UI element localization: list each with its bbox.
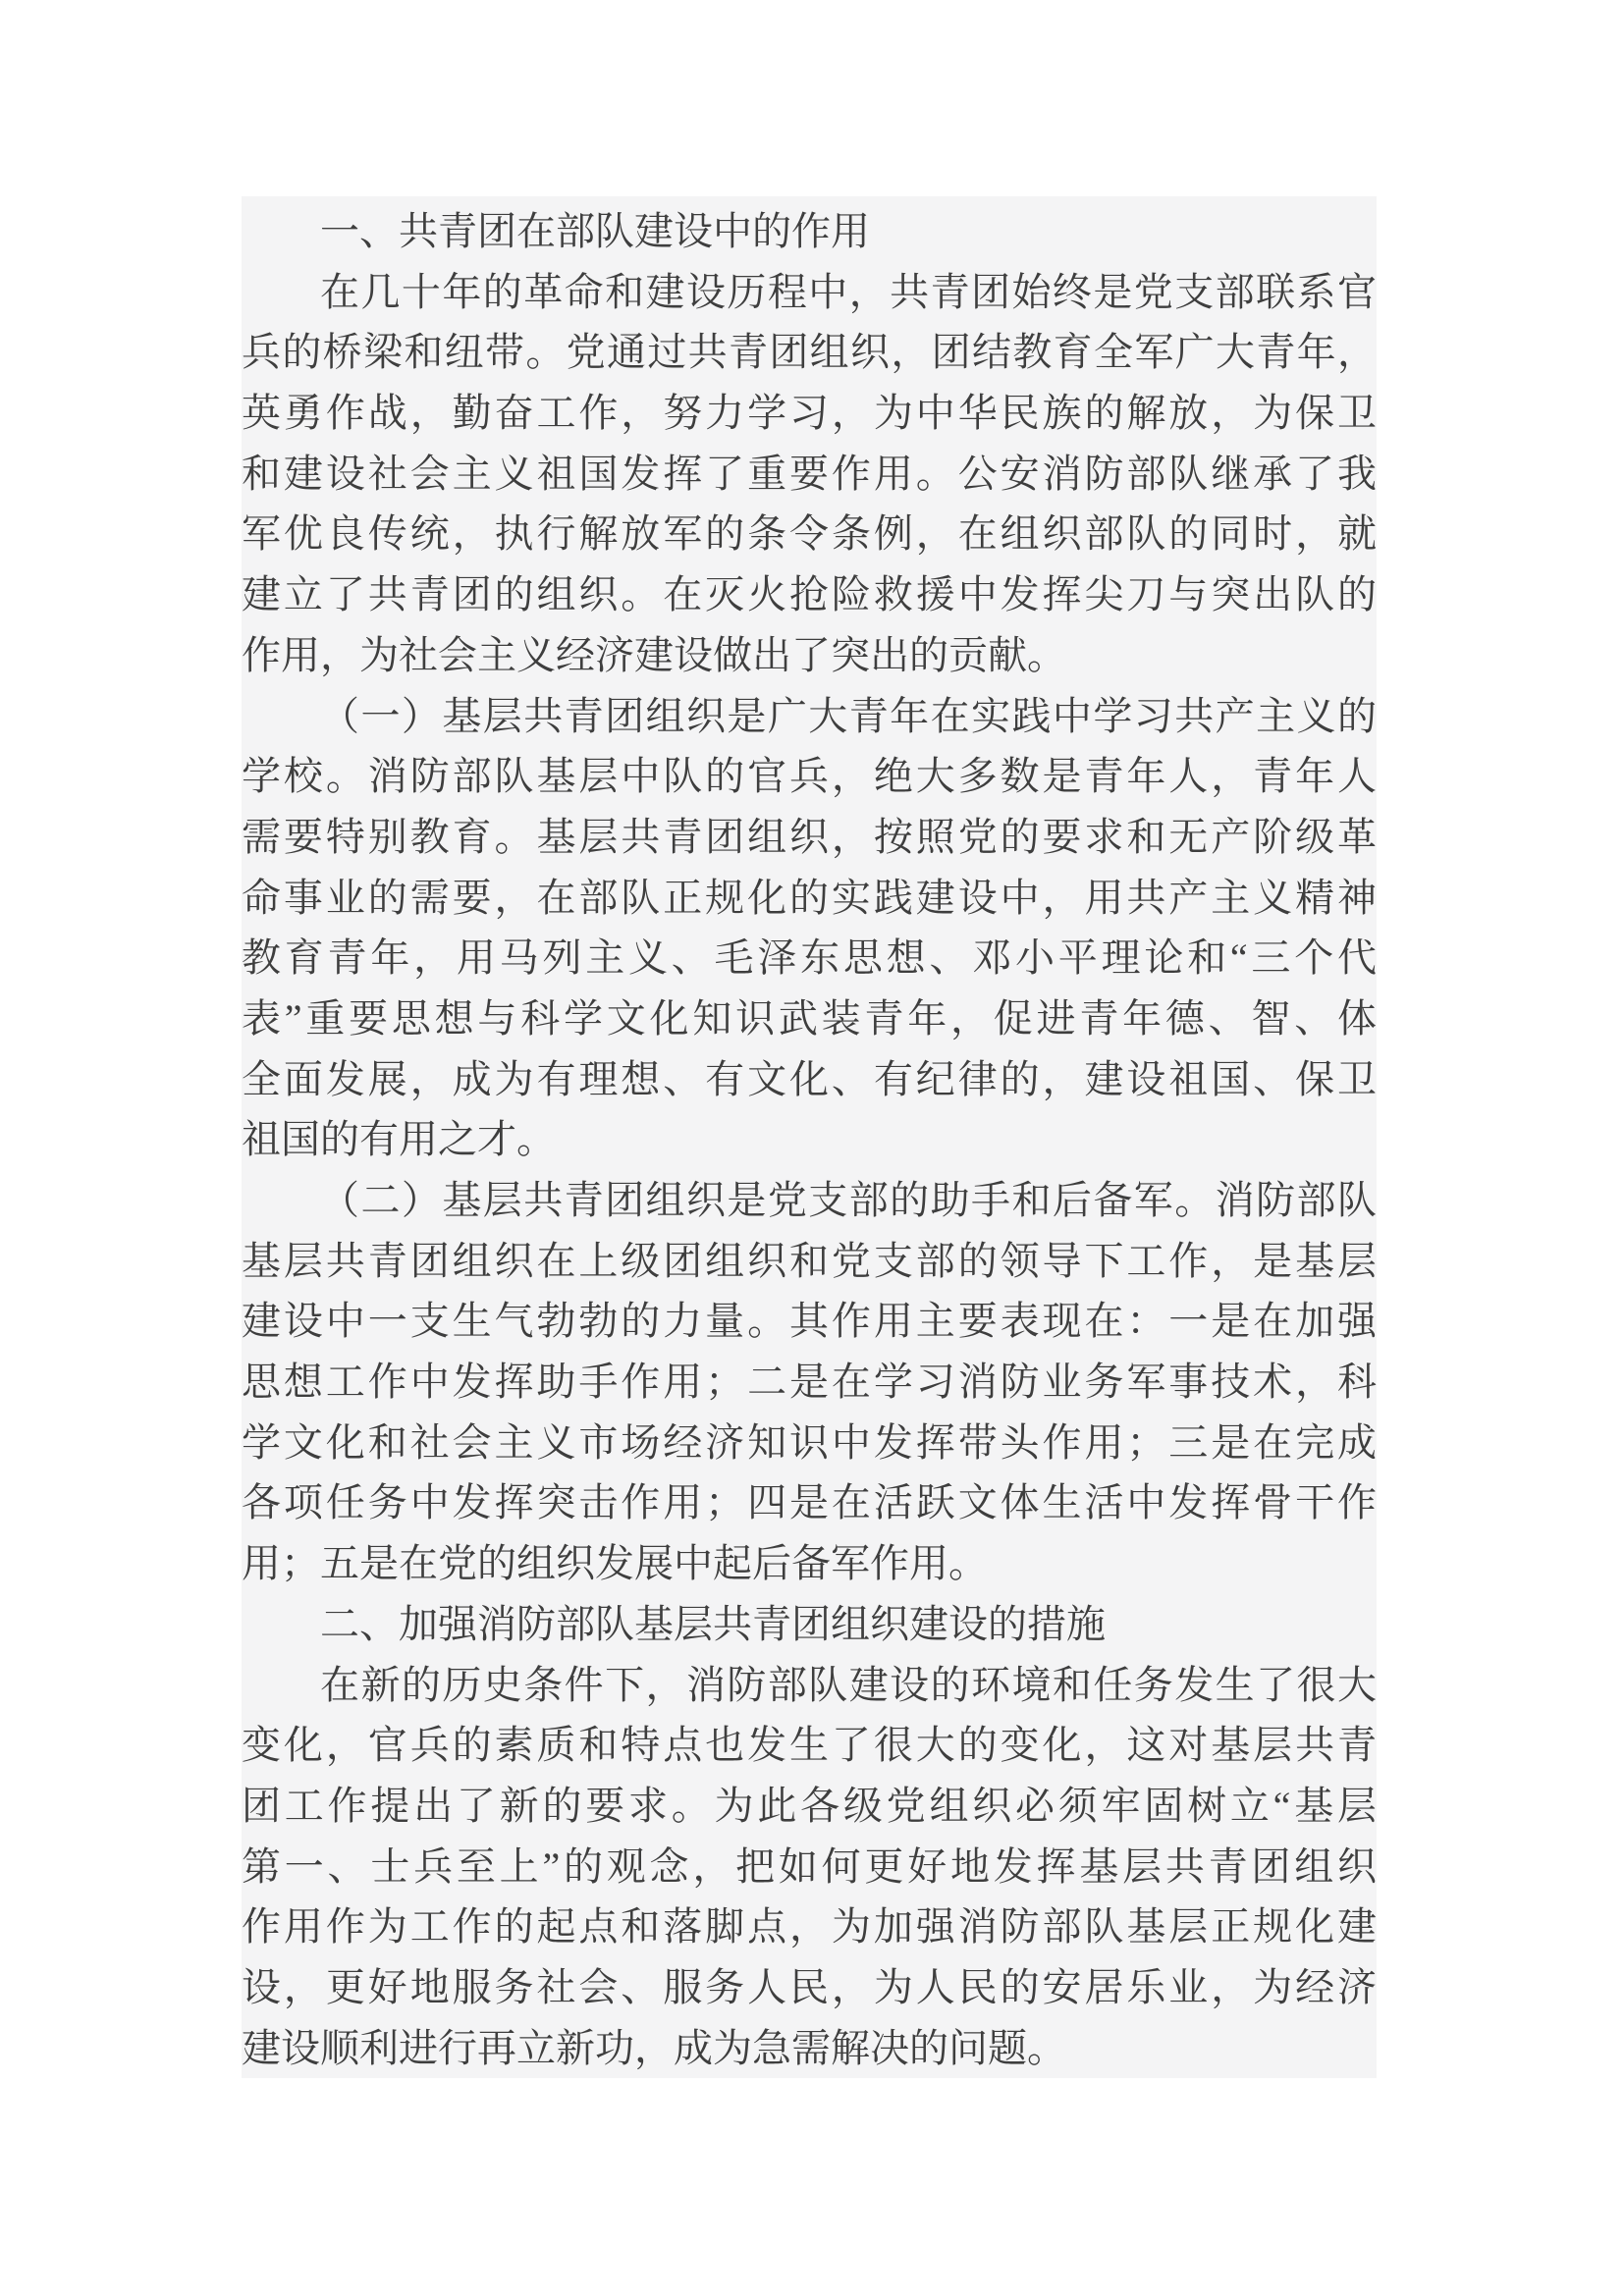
- text-line: 一、共青团在部队建设中的作用: [320, 209, 870, 253]
- text-line: 建设顺利进行再立新功，成为急需解决的问题。: [242, 2025, 1066, 2070]
- text-line: 表”重要思想与科学文化知识武装青年，促进青年德、智、体: [242, 995, 1377, 1041]
- text-line: 作用，为社会主义经济建设做出了突出的贡献。: [242, 632, 1066, 677]
- paragraph-6-body: [242, 1655, 1377, 2079]
- text-line: 建立了共青团的组织。在灭火抢险救援中发挥尖刀与突出队的: [242, 572, 1377, 617]
- text-line: （一）基层共青团组织是广大青年在实践中学习共产主义的: [320, 693, 1377, 738]
- text-line: 和建设社会主义祖国发挥了重要作用。公安消防部队继承了我: [242, 451, 1377, 496]
- document-text-block: [242, 196, 1377, 2078]
- text-line: 兵的桥梁和纽带。党通过共青团组织，团结教育全军广大青年，: [242, 330, 1377, 375]
- text-line: 全面发展，成为有理想、有文化、有纪律的，建设祖国、保卫: [242, 1056, 1377, 1101]
- text-line: 在新的历史条件下，消防部队建设的环境和任务发生了很大: [320, 1662, 1377, 1707]
- text-line: 团工作提出了新的要求。为此各级党组织必须牢固树立“基层: [242, 1783, 1377, 1828]
- text-line: 用；五是在党的组织发展中起后备军作用。: [242, 1541, 988, 1586]
- text-line: 基层共青团组织在上级团组织和党支部的领导下工作，是基层: [242, 1238, 1377, 1283]
- paragraph-3-body: [242, 686, 1377, 1171]
- text-line: 需要特别教育。基层共青团组织，按照党的要求和无产阶级革: [242, 814, 1377, 859]
- text-line: 建设中一支生气勃勃的力量。其作用主要表现在：一是在加强: [242, 1299, 1377, 1344]
- text-line: 英勇作战，勤奋工作，努力学习，为中华民族的解放，为保卫: [242, 391, 1377, 436]
- text-line: （二）基层共青团组织是党支部的助手和后备军。消防部队: [320, 1178, 1377, 1222]
- text-line: 命事业的需要，在部队正规化的实践建设中，用共产主义精神: [242, 875, 1377, 920]
- text-line: 军优良传统，执行解放军的条令条例，在组织部队的同时，就: [242, 511, 1377, 557]
- text-line: 第一、士兵至上”的观念，把如何更好地发挥基层共青团组织: [242, 1843, 1377, 1889]
- text-line: 学校。消防部队基层中队的官兵，绝大多数是青年人，青年人: [242, 754, 1377, 799]
- text-line: 设，更好地服务社会、服务人民，为人民的安居乐业，为经济: [242, 1964, 1377, 2009]
- text-line: 各项任务中发挥突击作用；四是在活跃文体生活中发挥骨干作: [242, 1480, 1377, 1525]
- text-line: 教育青年，用马列主义、毛泽东思想、邓小平理论和“三个代: [242, 935, 1377, 981]
- text-line: 作用作为工作的起点和落脚点，为加强消防部队基层正规化建: [242, 1904, 1377, 1949]
- paragraph-4-body: [242, 1170, 1377, 1594]
- paragraph-2-body: [242, 262, 1377, 686]
- text-line: 祖国的有用之才。: [242, 1117, 556, 1162]
- text-line: 二、加强消防部队基层共青团组织建设的措施: [320, 1601, 1106, 1646]
- text-line: 在几十年的革命和建设历程中，共青团始终是党支部联系官: [320, 269, 1377, 314]
- text-line: 思想工作中发挥助手作用；二是在学习消防业务军事技术，科: [242, 1360, 1377, 1405]
- paragraph-1-heading: [242, 201, 1377, 262]
- paragraph-5-heading: [242, 1594, 1377, 1655]
- text-line: 变化，官兵的素质和特点也发生了很大的变化，这对基层共青: [242, 1723, 1377, 1768]
- text-line: 学文化和社会主义市场经济知识中发挥带头作用；三是在完成: [242, 1419, 1377, 1465]
